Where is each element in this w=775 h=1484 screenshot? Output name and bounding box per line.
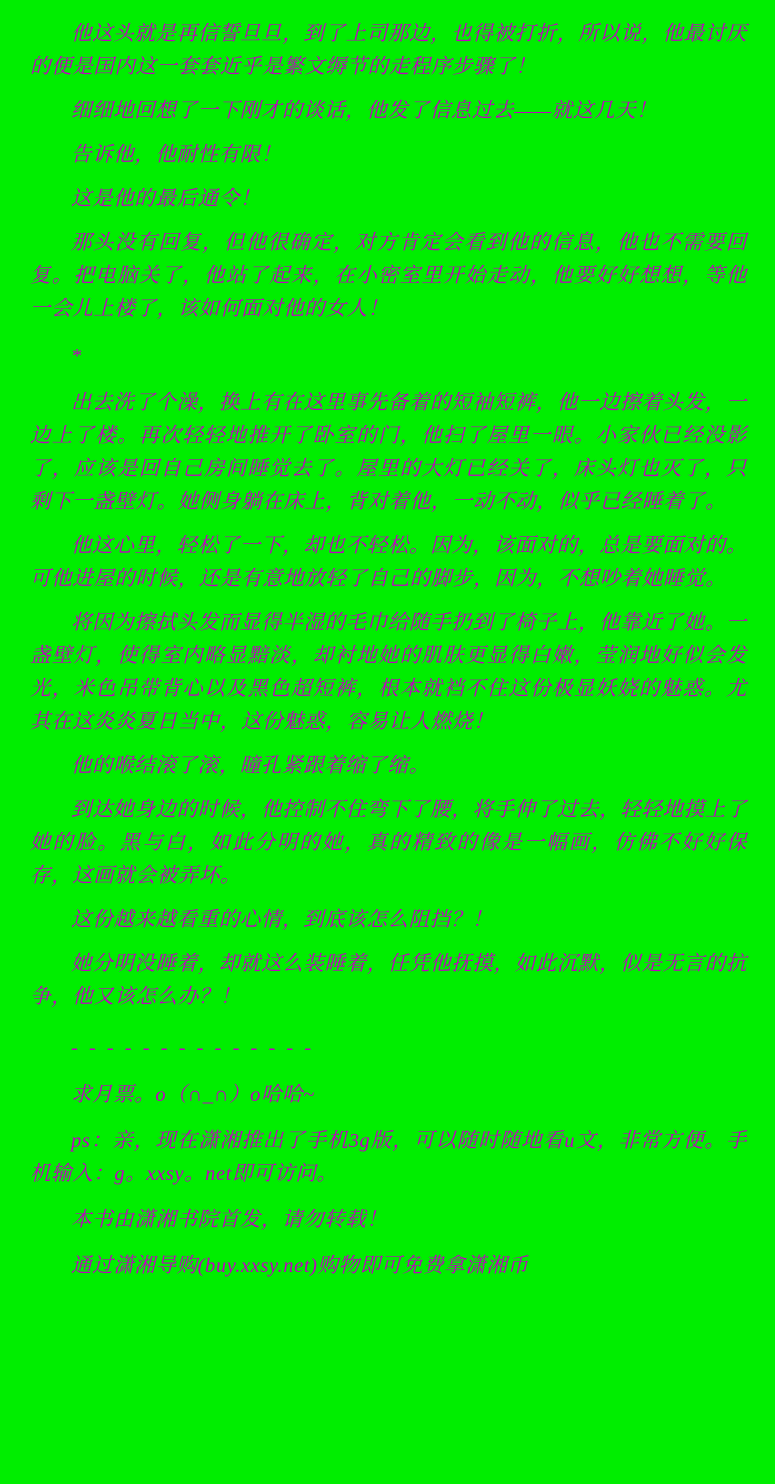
paragraph-divider: - - - - - - - - - - - - - - [71,1037,315,1059]
footer-vote-note: 求月票。o（∩_∩）o哈哈~ [71,1084,315,1106]
paragraph: 到达她身边的时候，他控制不住弯下了腰，将手伸了过去，轻轻地摸上了她的脸。黑与白，如此分明的她，真的精致的像是一幅画，仿佛不好好保存，这画就会被弄坏。 [30,799,747,887]
footer-copyright-note: 本书由潇湘书院首发，请勿转载！ [71,1209,388,1231]
paragraph: 这份越来越看重的心情，到底该怎么阻挡？！ [71,909,493,931]
paragraph-separator-star: * [71,345,82,367]
paragraph: 出去洗了个澡，换上有在这里事先备着的短袖短裤，他一边擦着头发，一边上了楼。再次轻轻地推开了卧室的门，他扫了屋里一眼。小家伙已经没影了，应该是回自己房间睡觉去了。屋里的大灯已经关了，床头灯也灭了，只剩下一盏壁灯。她侧身躺在床上，背对着他，一动不动，似乎已经睡着了。 [30,392,747,513]
paragraph: 她分明没睡着，却就这么装睡着，任凭他抚摸，如此沉默，似是无言的抗争，他又该怎么办？！ [30,953,747,1008]
paragraph: 他的喉结滚了滚，瞳孔紧跟着缩了缩。 [71,755,430,777]
paragraph: 这是他的最后通令！ [71,188,261,210]
footer-mobile-note: ps：亲，现在潇湘推出了手机3g版，可以随时随地看u文，非常方便。手机输入：g。xxsy。net即可访问。 [30,1130,747,1185]
paragraph: 他这心里，轻松了一下，却也不轻松。因为，该面对的，总是要面对的。可他进屋的时候，还是有意地放轻了自己的脚步，因为，不想吵着她睡觉。 [30,535,747,590]
paragraph: 告诉他，他耐性有限！ [71,144,282,166]
paragraph: 细细地回想了一下刚才的谈话，他发了信息过去——就这几天！ [71,100,658,122]
paragraph: 他这头就是再信誓旦旦，到了上司那边，也得被打折，所以说，他最讨厌的便是国内这一套套近乎是繁文缛节的走程序步骤了！ [30,23,747,78]
footer-notes [30,1079,747,1283]
paragraph: 将因为擦拭头发而显得半湿的毛巾给随手扔到了椅子上，他靠近了她。一盏壁灯，使得室内略显黯淡，却衬地她的肌肤更显得白嫩，莹润地好似会发光，米色吊带背心以及黑色超短裤，根本就裆不住这份极显妖娆的魅惑。尤其在这炎炎夏日当中，这份魅惑，容易让人燃烧！ [30,612,747,733]
footer-shopping-note: 通过潇湘导购(buy.xxsy.net)购物即可免费拿潇湘币 [71,1255,529,1277]
paragraph: 那头没有回复，但他很确定，对方肯定会看到他的信息，他也不需要回复。把电脑关了，他站了起来，在小密室里开始走动，他要好好想想，等他一会儿上楼了，该如何面对他的女人！ [30,232,747,320]
